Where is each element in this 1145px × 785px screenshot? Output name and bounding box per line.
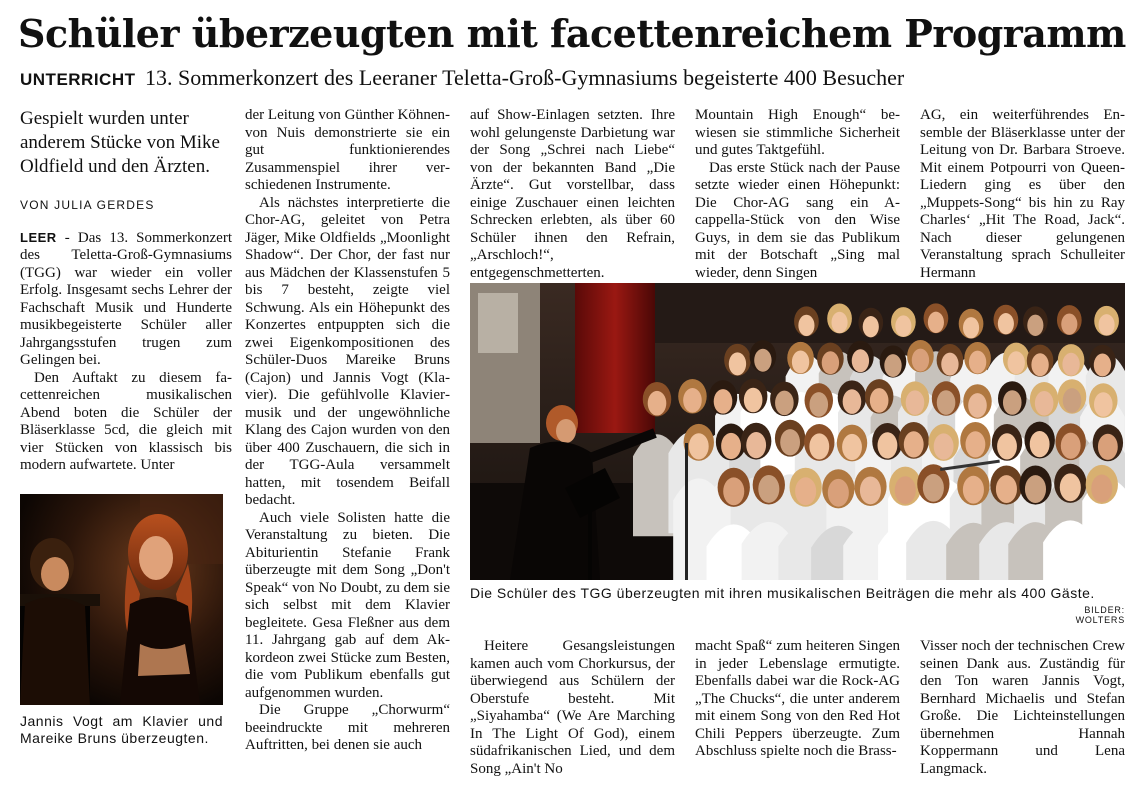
choir-member-face — [1062, 353, 1079, 376]
choir-member-face — [968, 393, 987, 418]
kicker: UNTERRICHT — [20, 70, 136, 89]
choir-member-face — [795, 477, 816, 505]
column-1 — [20, 107, 232, 475]
choir-member-face — [870, 388, 889, 413]
choir-member-face — [965, 431, 985, 457]
choir-member-face — [1091, 475, 1112, 503]
choir-member-face — [780, 429, 800, 455]
teaser: Gespielt wurden unter anderem Stücke von Mike Oldfield und den Ärzten. — [20, 108, 220, 177]
byline: VON JULIA GERDES — [20, 198, 155, 212]
choir-member-face — [842, 434, 862, 460]
choir-member-face — [1094, 392, 1113, 417]
choir-member-face — [714, 389, 733, 414]
choir-member-face — [996, 475, 1017, 503]
subheadline: 13. Sommerkonzert des Leeraner Teletta-Groß-Gymnasiums begeisterte 400 Besucher — [145, 65, 905, 90]
photo-choir — [470, 283, 1125, 580]
choir-member-face — [744, 388, 763, 413]
column-5 — [920, 107, 1125, 282]
choir-member-face — [963, 476, 984, 504]
small-photo-caption: Jannis Vogt am Klavier und Mareike Bruns überzeugten. — [20, 713, 223, 746]
choir-member-face — [754, 349, 771, 372]
choir-member-face — [1030, 431, 1050, 457]
headline: Schüler überzeugten mit facettenreichem Programm — [18, 11, 1126, 56]
paragraph: Die Gruppe „Chorwurm“ beeindruckte mit mehreren Auftritten, bei denen sie auch — [245, 702, 450, 753]
paragraph: Als nächstes interpretierte die Chor-AG, geleitet von Petra Jäger, Mike Oldfields „Moonlight Shadow“. Der Chor, der fast nur aus Mädchen der Klassenstufen 5 bis 7 besteht, zeigte viel Schwung. Als ein Höhepunkt des Konzertes entpuppten sich die zwei Eigenkompositionen des Schüler-Duos Mareike Bruns (Cajon) und Jannis Vogt (Klavier). Die gefühlvolle Klaviermusik und der ungewöhnliche Klang des Cajon wurden von den über 400 Zuschauern, die sich in der TGG-Aula versammelt hatten, mit tosendem Beifall bedacht. — [245, 194, 450, 508]
choir-member-face — [831, 312, 847, 333]
column-1-body — [20, 229, 232, 475]
photo-choir-image — [470, 283, 1125, 580]
choir-member-face — [746, 432, 766, 458]
lead-paragraph — [20, 229, 232, 370]
choir-member-face — [1031, 353, 1048, 376]
paragraph: Visser noch der technischen Crew seinen Dank aus. Zuständig für den Ton waren Jannis Vogt, Bernhard Michaelis und Stefan Große. Die Lichteinstellungen übernehmen Hannah Koppermann und Lena Langmack. — [920, 638, 1125, 777]
choir-member-face — [729, 352, 746, 375]
choir-member-face — [1094, 354, 1111, 377]
choir-member-face — [828, 479, 849, 507]
paragraph: Heitere Gesangsleistungen kamen auch vom Chorkursus, der überwiegend aus Schülern der Oberstufe besteht. Mit „Siyahamba“ (We Are Marching In The Light Of God), einem südafrikanischen Lied, und dem Song „Ain't No — [470, 638, 675, 777]
choir-member-face — [792, 350, 809, 373]
paragraph: der Leitung von Günther Köhnen-von Nuis demonstrierte sie ein gut funktionierendes Zusammenspiel ihrer verschiedenen Instrumente. — [245, 107, 450, 193]
choir-member-face — [1027, 315, 1043, 336]
column-5-lower — [920, 638, 1125, 778]
choir-member-face — [928, 312, 944, 333]
choir-member-face — [906, 390, 925, 415]
paragraph: Mountain High Enough“ bewiesen sie stimmliche Sicherheit und gutes Taktgefühl. — [695, 107, 900, 158]
choir-member-face — [852, 349, 869, 372]
paragraph: Das erste Stück nach der Pause setzte wieder einen Höhepunkt: Die Chor-AG sang ein A-cappella-Stück von den Wise Guys, in dem sie das Publikum mit der Botschaft „Sing mal wieder, denn Singen — [695, 159, 900, 281]
choir-member-face — [895, 476, 916, 504]
choir-member-face — [689, 433, 709, 459]
choir-member-face — [1061, 313, 1077, 334]
choir-member-face — [1098, 434, 1118, 460]
paragraph: macht Spaß“ zum heiteren Singen in jeder Lebenslage ermutigte. Ebenfalls dabei war die Rock-AG „The Chucks“, die unter anderem mit einem Song von den Red Hot Chili Peppers überzeugte. Zum Abschluss spielte noch die Brass- — [695, 638, 900, 759]
main-photo-caption: Die Schüler des TGG überzeugten mit ihren musikalischen Beiträgen die mehr als 400 Gäste. — [470, 585, 1095, 601]
choir-member-face — [969, 351, 986, 374]
choir-member-face — [860, 476, 881, 504]
choir-member-face — [912, 349, 929, 372]
choir-member-face — [904, 431, 924, 457]
choir-member-face — [723, 477, 744, 505]
choir-member-face — [1025, 475, 1046, 503]
photo-piano-duo — [20, 494, 223, 705]
choir-member-face — [997, 433, 1017, 459]
choir-member-face — [998, 313, 1014, 334]
lead-text: - Das 13. Sommerkonzert des Teletta-Groß-Gymnasiums (TGG) war wieder ein voller Erfolg. Insgesamt sechs Lehrer der Fachschaft Musik und Hunderte musikbegeisterte Schüler aller Jahrgangsstufen trugen zum Gelingen bei. — [20, 229, 232, 368]
choir-member-face — [721, 433, 741, 459]
choir-member-face — [934, 433, 954, 459]
choir-member-face — [1063, 388, 1082, 413]
column-3-lower — [470, 638, 675, 778]
choir-member-face — [863, 316, 879, 337]
choir-member-face — [798, 315, 814, 336]
column-4 — [695, 107, 900, 282]
choir-member-face — [683, 388, 702, 413]
choir-member-face — [648, 391, 667, 416]
choir-member-face — [878, 432, 898, 458]
dateline-place: LEER — [20, 229, 57, 245]
choir-member-face — [923, 474, 944, 502]
choir-member-face — [1061, 433, 1081, 459]
choir-member-face — [809, 392, 828, 417]
paragraph: AG, ein weiterführendes Ensemble der Bläserklasse unter der Leitung von Dr. Barbara Stroeve. Mit einem Potpourri von Queen-Liedern ging es über den „Muppets-Song“ bis hin zu Ray Charles‘ „Hit The Road, Jack“. Nach dieser gelungenen Veranstaltung sprach Schulleiter Hermann — [920, 107, 1125, 281]
paragraph: auf Show-Einlagen setzten. Ihre wohl gelungenste Darbietung war der Song „Schrei nach Liebe“ von der bekannten Band „Die Ärzte“. Gut vorstellbar, dass einige Zuschauer einen leichten Schrecken erlebten, als über 60 Schüler ihnen den Refrain, „Arschloch!“, entgegenschmetterten. — [470, 107, 675, 281]
column-2 — [245, 107, 450, 755]
choir-member-face — [775, 391, 794, 416]
paragraph: Den Auftakt zu diesem facettenreichen musikalischen Abend boten die Schüler der Bläserklasse 5cd, die gleich mit vier Stücken von klassisch bis modern aufwartete. Unter — [20, 369, 232, 473]
choir-member-face — [822, 351, 839, 374]
choir-member-face — [884, 354, 901, 377]
photo-credit: BILDER: WOLTERS — [1075, 605, 1125, 625]
photo-piano-duo-image — [20, 494, 223, 705]
paragraph: Auch viele Solisten hatte die Veranstaltung zu bieten. Die Abiturientin Stefanie Frank überzeugte mit dem Song „Don't Speak“ von No Doubt, zu dem sie sich selbst mit dem Klavier begleitete. Gesa Fleßner aus dem 11. Jahrgang gab auf dem Akkordeon zwei Stücke zum Besten, die vom Publikum ebenfalls gut aufgenommen wurden. — [245, 509, 450, 701]
choir-member-face — [937, 390, 956, 415]
choir-member-face — [758, 475, 779, 503]
choir-member-face — [1008, 351, 1025, 374]
choir-member-face — [1060, 473, 1081, 501]
choir-member-face — [963, 317, 979, 338]
choir-member-face — [895, 315, 911, 336]
column-4-lower — [695, 638, 900, 761]
column-3 — [470, 107, 675, 282]
choir-member-face — [1099, 314, 1115, 335]
choir-member-face — [941, 353, 958, 376]
subheadline-line — [20, 64, 1135, 94]
choir-member-face — [1003, 390, 1022, 415]
choir-member-face — [843, 389, 862, 414]
choir-member-face — [1035, 391, 1054, 416]
choir-member-face — [809, 433, 829, 459]
